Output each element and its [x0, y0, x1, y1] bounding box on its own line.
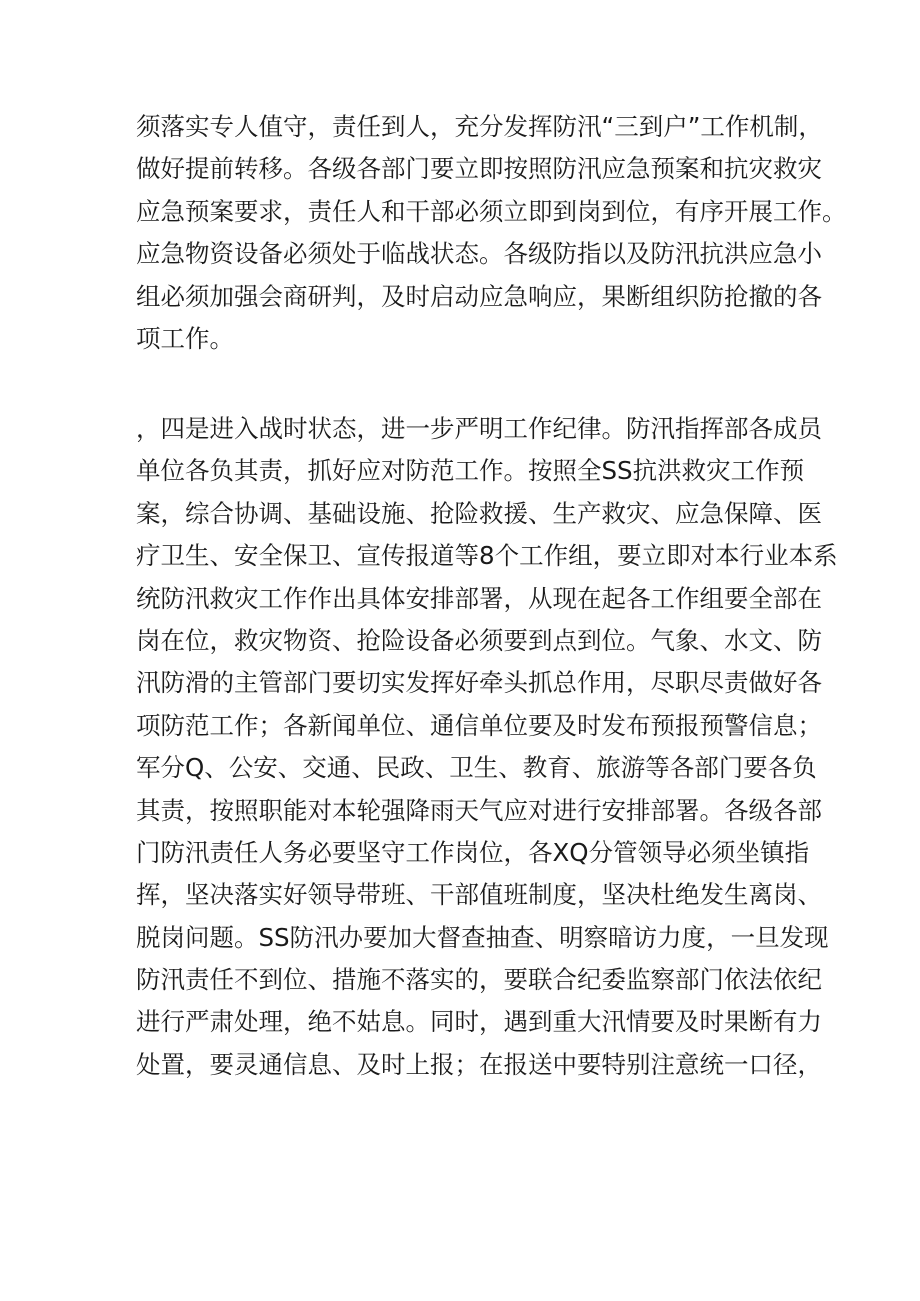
text-line: 案，综合协调、基础设施、抢险救援、生产救灾、应急保障、医 [136, 498, 822, 528]
text-line: 挥，坚决落实好领导带班、干部值班制度，坚决杜绝发生离岗、 [136, 880, 822, 910]
body-paragraph-2 [136, 408, 838, 1086]
body-paragraph-1 [136, 106, 847, 360]
text-line: 岗在位，救灾物资、抢险设备必须要到点到位。气象、水文、防 [136, 625, 822, 655]
text-line: 应急预案要求，责任人和干部必须立即到岗到位，有序开展工作。 [136, 196, 847, 226]
text-line: 其责，按照职能对本轮强降雨天气应对进行安排部署。各级各部 [136, 795, 822, 825]
text-line: 统防汛救灾工作作出具体安排部署，从现在起各工作组要全部在 [136, 583, 822, 613]
text-line: 组必须加强会商研判，及时启动应急响应，果断组织防抢撤的各 [136, 281, 822, 311]
text-line: 单位各负其责，抓好应对防范工作。按照全SS抗洪救灾工作预 [136, 456, 805, 486]
text-line: 做好提前转移。各级各部门要立即按照防汛应急预案和抗灾救灾 [136, 154, 822, 184]
text-line: 脱岗问题。SS防汛办要加大督查抽查、明察暗访力度，一旦发现 [136, 922, 829, 952]
text-line: 门防汛责任人务必要坚守工作岗位，各XQ分管领导必须坐镇指 [136, 837, 810, 867]
text-line: 项防范工作；各新闻单位、通信单位要及时发布预报预警信息； [136, 710, 822, 740]
text-line: 防汛责任不到位、措施不落实的，要联合纪委监察部门依法依纪 [136, 965, 822, 995]
text-line: 汛防滑的主管部门要切实发挥好牵头抓总作用，尽职尽责做好各 [136, 668, 822, 698]
text-line: 军分Q、公安、交通、民政、卫生、教育、旅游等各部门要各负 [136, 753, 817, 783]
text-line: 处置，要灵通信息、及时上报；在报送中要特别注意统一口径， [136, 1049, 822, 1079]
text-line: 须落实专人值守，责任到人，充分发挥防汛“三到户”工作机制， [136, 112, 823, 141]
text-line: 应急物资设备必须处于临战状态。各级防指以及防汛抗洪应急小 [136, 239, 822, 269]
text-line: 项工作。 [136, 323, 234, 353]
text-line: 疗卫生、安全保卫、宣传报道等8个工作组，要立即对本行业本系 [136, 541, 838, 571]
text-line: 进行严肃处理，绝不姑息。同时，遇到重大汛情要及时果断有力 [136, 1007, 822, 1037]
text-line: ，四是进入战时状态，进一步严明工作纪律。防汛指挥部各成员 [136, 414, 822, 443]
